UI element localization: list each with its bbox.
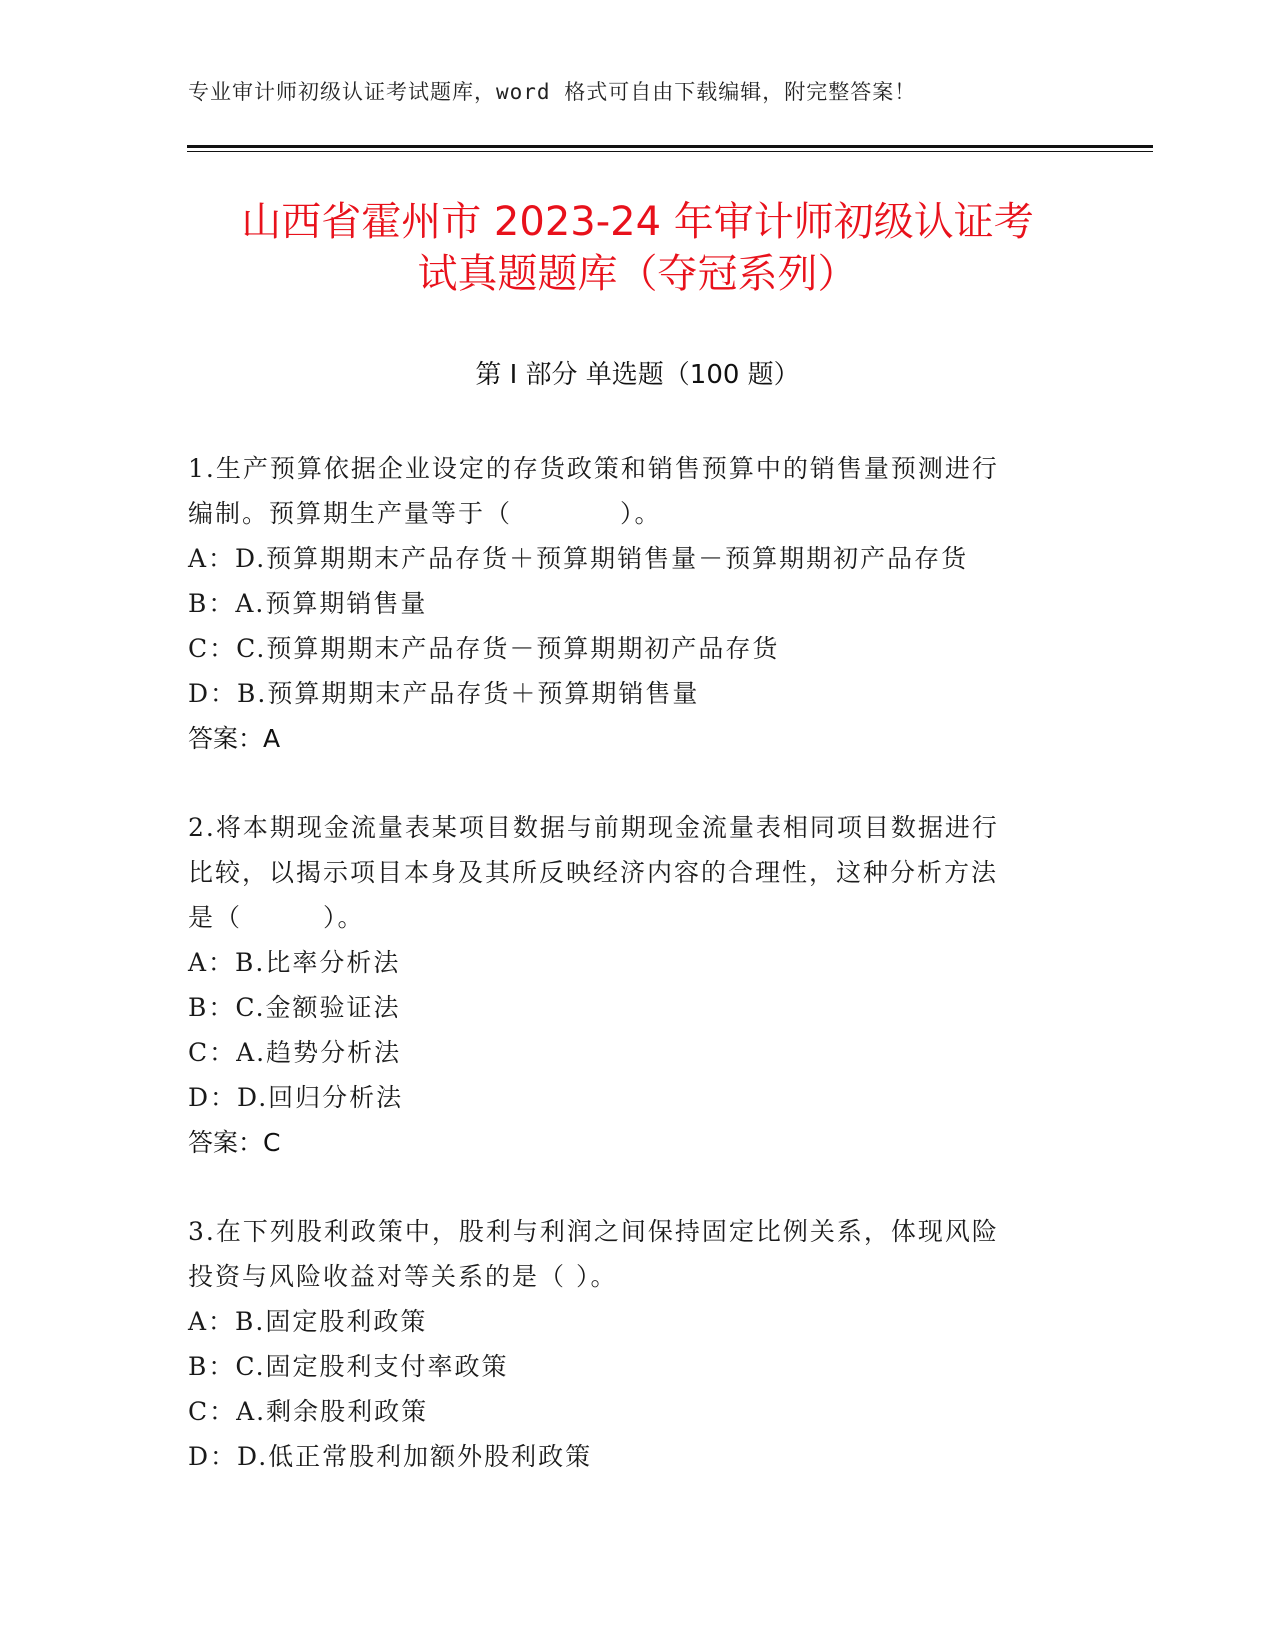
header-rule xyxy=(187,145,1153,148)
option-d: D：B.预算期期末产品存货＋预算期销售量 xyxy=(188,679,700,708)
option-b: B：A.预算期销售量 xyxy=(188,589,428,618)
question-3 xyxy=(188,1209,1068,1479)
question-list xyxy=(188,446,1068,1523)
question-stem xyxy=(188,805,1068,940)
question-2 xyxy=(188,805,1068,1165)
document-title-line-2: 试真题题库（夺冠系列） xyxy=(417,251,858,297)
option-c: C：A.趋势分析法 xyxy=(188,1038,402,1067)
answer: 答案：C xyxy=(188,1128,281,1157)
option-a: A：B.固定股利政策 xyxy=(188,1307,428,1336)
option-d: D：D.低正常股利加额外股利政策 xyxy=(188,1442,593,1471)
option-d: D：D.回归分析法 xyxy=(188,1083,404,1112)
question-stem xyxy=(188,446,1068,536)
document-title xyxy=(0,196,1275,300)
question-stem-line: 是（ ）。 xyxy=(188,903,365,932)
question-stem-line: 3.在下列股利政策中，股利与利润之间保持固定比例关系，体现风险 xyxy=(188,1217,999,1246)
question-stem-line: 2.将本期现金流量表某项目数据与前期现金流量表相同项目数据进行 xyxy=(188,813,999,842)
option-b: B：C.金额验证法 xyxy=(188,993,401,1022)
option-a: A：D.预算期期末产品存货＋预算期销售量－预算期期初产品存货 xyxy=(188,544,969,573)
question-stem-line: 投资与风险收益对等关系的是（ ）。 xyxy=(188,1262,618,1291)
option-a: A：B.比率分析法 xyxy=(188,948,401,977)
option-b: B：C.固定股利支付率政策 xyxy=(188,1352,509,1381)
header-rule-thin xyxy=(187,151,1153,152)
question-stem-line: 编制。预算期生产量等于（ ）。 xyxy=(188,499,662,528)
answer: 答案：A xyxy=(188,724,281,753)
header-note: 专业审计师初级认证考试题库，word 格式可自由下载编辑，附完整答案！ xyxy=(188,80,917,104)
option-c: C：A.剩余股利政策 xyxy=(188,1397,429,1426)
question-stem xyxy=(188,1209,1068,1299)
question-stem-line: 1.生产预算依据企业设定的存货政策和销售预算中的销售量预测进行 xyxy=(188,454,999,483)
question-1 xyxy=(188,446,1068,761)
option-c: C：C.预算期期末产品存货－预算期期初产品存货 xyxy=(188,634,780,663)
document-title-line-1: 山西省霍州市 2023-24 年审计师初级认证考 xyxy=(241,199,1034,245)
question-stem-line: 比较，以揭示项目本身及其所反映经济内容的合理性，这种分析方法 xyxy=(188,858,999,887)
section-title: 第 I 部分 单选题（100 题） xyxy=(475,360,800,390)
